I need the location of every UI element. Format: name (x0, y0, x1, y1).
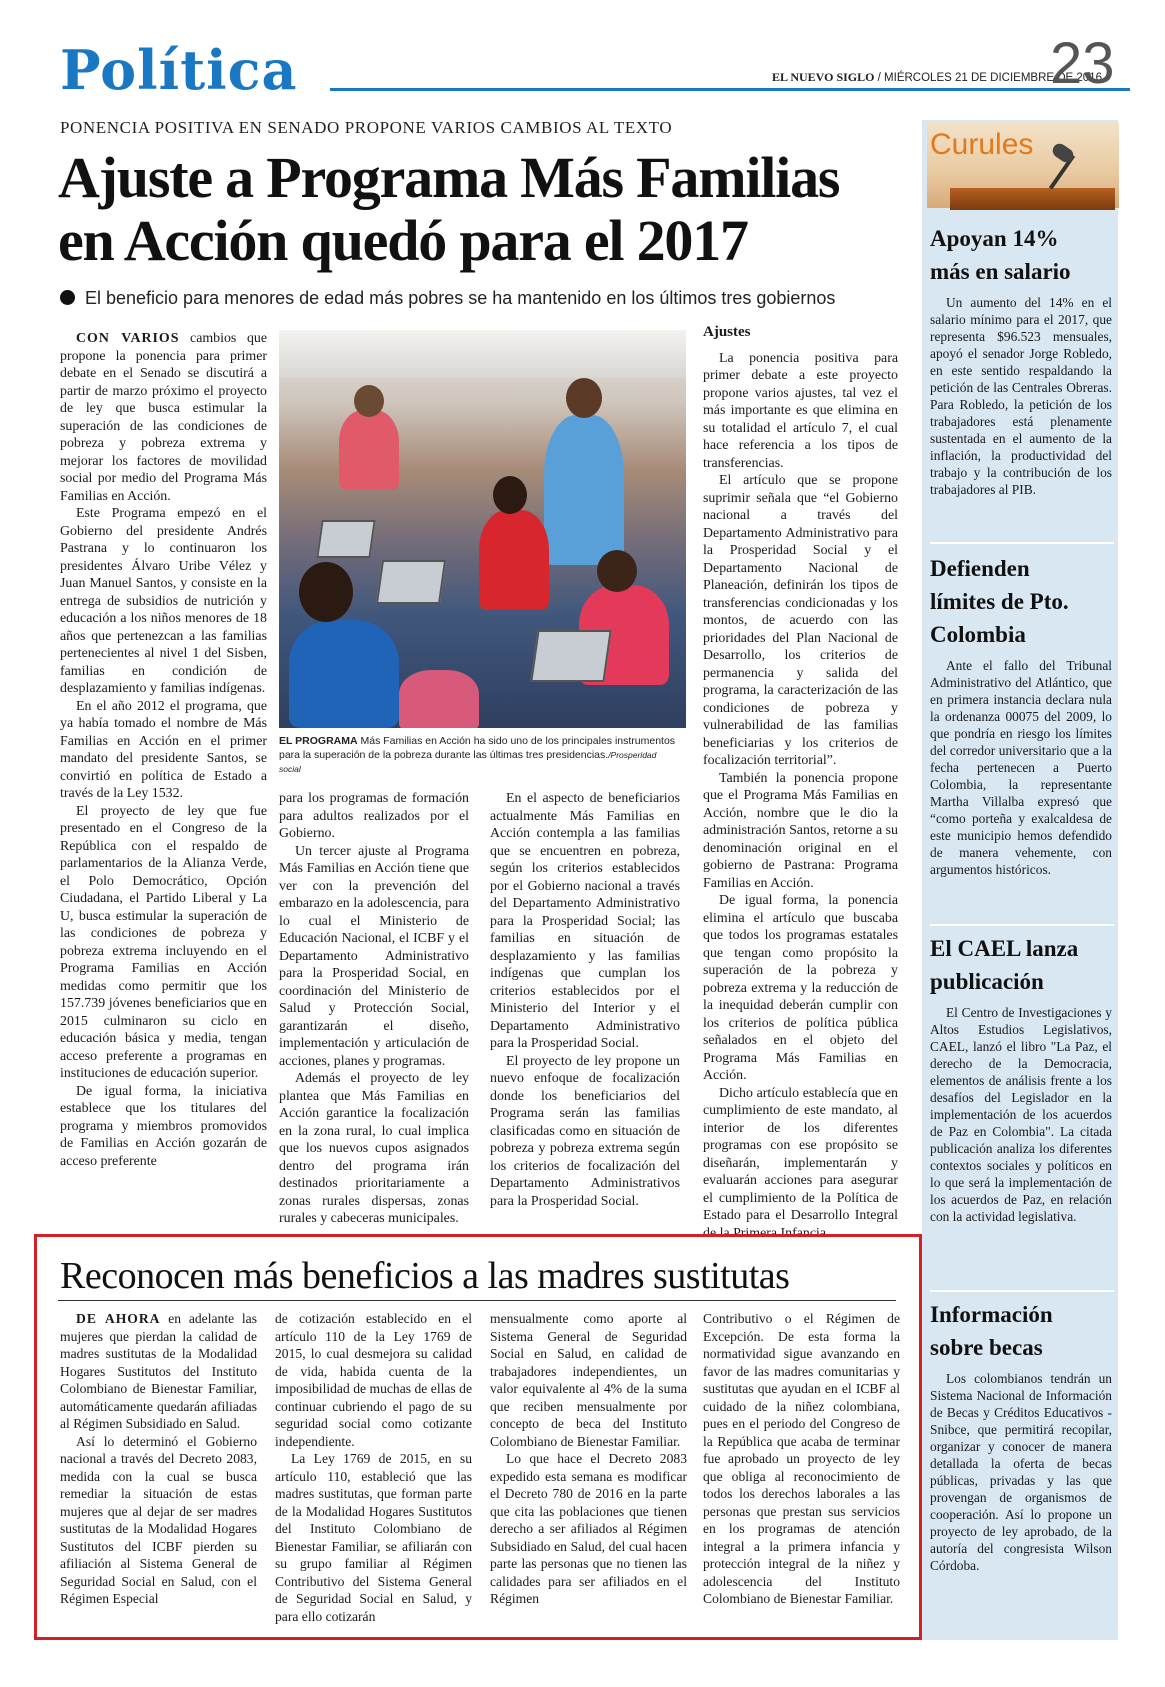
paragraph: Un tercer ajuste al Programa Más Familias en Acción tiene que ver con la prevención del embarazo en la adolescencia, para lo cual el Ministerio de Educación Nacional, el ICBF y el Departamento Administrativo para la Prosperidad Social, en coordinación del Ministerio de Salud y Protección Social, garantizarán el diseño, implementación y articulación de acciones, planes y programas. (279, 843, 469, 1069)
paragraph: La Ley 1769 de 2015, en su artículo 110, estableció que las madres sustitutas, que forman parte de la Modalidad Hogares Sustitutos del Instituto Colombiano de Bienestar Familiar, se afiliarán con su grupo familiar al Régimen Contributivo del Sistema General de Seguridad Social en Salud, y para ello cotizarán (275, 1451, 472, 1624)
caption-text: Más Familias en Acción ha sido uno de los principales instrumentos para la superación de la pobreza durante las últimas tres presidencias. (279, 735, 676, 761)
photo-credit: /Prosperidad social (279, 750, 657, 774)
paragraph: También la ponencia propone que el Programa Más Familias en Acción, nombre que le dio la administración Santos, retorne a su denominación original en el gobierno de Pastrana: Programa Familias en Acción. (703, 770, 898, 891)
boxed-column-2 (275, 1310, 472, 1625)
sidebar-divider (930, 924, 1114, 926)
photo-figure (354, 385, 384, 417)
sidebar-heading (930, 222, 1112, 288)
article-column-2 (279, 790, 469, 1228)
paragraph: La ponencia positiva para primer debate a este proyecto propone varios ajustes, tal vez el más importante es que elimina en su totalidad el artículo 7, el cual hace referencia a los tipos de transferencias. (703, 350, 898, 471)
boxed-rule (58, 1300, 896, 1301)
article-headline (58, 146, 918, 272)
sidebar-heading-line: Colombia (930, 622, 1026, 647)
sidebar-divider (930, 542, 1114, 544)
sidebar-heading (930, 932, 1112, 998)
paragraph: De igual forma, la ponencia elimina el artículo que buscaba que todos los programas estatales que tengan como propósito la superación de la pobreza y pobreza extrema y la reducción de la inequidad deberán cumplir con los criterios de política pública señalados en el objeto del Programa Más Familias en Acción. (703, 893, 898, 1083)
sidebar-item (930, 552, 1112, 878)
sidebar-item (930, 1298, 1112, 1574)
laptop-icon (316, 520, 375, 558)
paragraph: cambios que propone la ponencia para primer debate en el Senado se discutirá a partir de marzo próximo el proyecto de ley que busca estimular la superación de las condiciones de pobreza y pobreza extrema y mejorar los factores de movilidad social por medio del Programa Más Familias en Acción. (60, 331, 267, 504)
sidebar-body (930, 657, 1112, 878)
paragraph: Este Programa empezó en el Gobierno del presidente Andrés Pastrana y lo continuaron los presidentes Álvaro Uribe Vélez y Juan Manuel Santos, y consiste en la entrega de subsidios de nutrición y educación a los niños menores de 18 años que pertenezcan a las familias pertenecientes al nivel 1 del Sisben, familias en condición de desplazamiento y familias indígenas. (60, 506, 267, 696)
boxed-column-3 (490, 1310, 687, 1608)
bullet-icon (60, 290, 75, 305)
header-rule (330, 88, 1130, 91)
sidebar-heading-line: El CAEL lanza (930, 936, 1079, 961)
sidebar-heading-line: Defienden (930, 556, 1030, 581)
paragraph: El proyecto de ley propone un nuevo enfoque de focalización donde los beneficiarios del Programa serán las familias clasificadas como en situación de pobreza y pobreza extrema según los criterios de focalización del Departamento Administrativos para la Prosperidad Social. (490, 1053, 680, 1209)
sidebar-body (930, 294, 1112, 498)
paragraph: para los programas de formación para adultos realizados por el Gobierno. (279, 791, 469, 841)
sidebar-paragraph: Un aumento del 14% en el salario mínimo para el 2017, que representa $96.523 mensuales, apoyó el senador Jorge Robledo, en este sentido respaldando la petición de las Centrales Obreras. Para Robledo, la petición de los trabajadores está plenamente sustentada en el aumento de la inflación, la productividad del trabajo y la contribución de los trabajadores al PIB. (930, 295, 1112, 497)
paragraph: de cotización establecido en el artículo 110 de la Ley 1769 de 2015, lo cual desmejora su calidad de vida, habida cuenta de la imposibilidad de muchas de ellas de continuar cubriendo el pago de su seguridad social como cotizante independiente. (275, 1311, 472, 1449)
sidebar-heading-line: publicación (930, 969, 1044, 994)
laptop-icon (530, 630, 611, 682)
deck-text: El beneficio para menores de edad más pobres se ha mantenido en los últimos tres gobiernos (85, 288, 836, 308)
laptop-icon (376, 560, 446, 604)
photo-figure (597, 550, 637, 592)
paragraph: El artículo que se propone suprimir señala que “el Gobierno nacional a través del Departamento Administrativo para la Prosperidad Social y el Departamento Nacional de Planeación, definirán los tipos de transferencias condicionadas y los montos, de acuerdo con las prioridades del Plan Nacional de Desarrollo, los criterios de permanencia y salida del programa, la caracterización de las condiciones de pobreza y vulnerabilidad de las familias beneficiarias y los criterios de focalización territorial”. (703, 473, 898, 768)
headline-line-2: en Acción quedó para el 2017 (58, 208, 748, 273)
section-title: Política (60, 38, 298, 102)
sidebar-paragraph: Ante el fallo del Tribunal Administrativo del Atlántico, que en primera instancia declara nula la ordenanza 00075 del 2009, lo que pondría en riesgo los límites del corredor universitario que a la fecha pertenecen a Puerto Colombia, la representante Martha Villalba expresó que “como porteña y exalcaldesa de este municipio hemos defendido de manera vehemente, con argumentos históricos. (930, 658, 1112, 877)
photo-figure (544, 415, 624, 565)
sidebar-body (930, 1004, 1112, 1225)
sidebar-paragraph: El Centro de Investigaciones y Altos Estudios Legislativos, CAEL, lanzó el libro "La Paz, el derecho de la Democracia, elementos de análisis frente a los desafíos del Legislador en la implementación de los acuerdos de Paz en Colombia". La citada publicación analiza los diferentes contextos sociales y políticos en lo que será la implementación de los acuerdos de Paz, en relación con la actividad legislativa. (930, 1005, 1112, 1224)
photo-figure (566, 378, 602, 418)
photo-figure (399, 670, 479, 728)
issue-date: / MIÉRCOLES 21 DE DICIEMBRE DE 2016 (877, 72, 1102, 84)
paragraph: En el aspecto de beneficiarios actualmente Más Familias en Acción contempla a las familias que se encuentren en pobreza, según los criterios establecidos por el Gobierno nacional a través del Departamento Administrativo para la Prosperidad Social; las familias en situación de desplazamiento y las familias indígenas que cumplan los criterios establecidos por el Ministerio del Interior y el Departamento Administrativo para la Prosperidad Social. (490, 791, 680, 1051)
photo-caption (279, 734, 679, 776)
boxed-headline: Reconocen más beneficios a las madres sustitutas (60, 1255, 790, 1297)
paper-name: EL NUEVO SIGLO (772, 70, 875, 84)
paragraph: Dicho artículo establecía que en cumplimiento de este mandato, al interior de los diferentes programas con ese propósito se diseñarán, implementarán y evaluarán acciones para asegurar el cumplimiento de la Política de Estado para el Desarrollo Integral de la Primera Infancia. (703, 1085, 898, 1241)
paragraph: Lo que hace el Decreto 2083 expedido esta semana es modificar el Decreto 780 de 2016 en la parte que cita las poblaciones que tienen derecho a ser afiliados al Régimen Subsidiado en Salud, del cual hacen parte las personas que no tienen las calidades para ser afiliados en el Régimen (490, 1451, 687, 1606)
boxed-column-1 (60, 1310, 257, 1608)
sidebar-item (930, 222, 1112, 498)
article-column-3 (490, 790, 680, 1210)
article-deck (60, 288, 835, 309)
caption-label: EL PROGRAMA (279, 735, 358, 747)
paragraph: De igual forma, la iniciativa establece que los titulares del programa y miembros promovidos de Familias en Acción gozarán de acceso preferente (60, 1083, 267, 1169)
article-photo (279, 330, 686, 728)
article-column-4 (703, 324, 898, 1242)
sidebar-heading-line: límites de Pto. (930, 589, 1069, 614)
photo-tent (279, 330, 686, 378)
sidebar-body (930, 1370, 1112, 1574)
podium-icon (950, 188, 1115, 210)
paragraph: mensualmente como aporte al Sistema General de Seguridad Social en Salud, en calidad de trabajadores independientes, un valor equivalente al 4% de la suma que reciben mensualmente por concepto de beca del Instituto Colombiano de Bienestar Familiar. (490, 1311, 687, 1449)
page-number: 23 (1050, 31, 1115, 96)
paragraph: El proyecto de ley que fue presentado en el Congreso de la República con el respaldo de parlamentarios de la Alianza Verde, el Polo Democrático, Opción Ciudadana, el Partido Liberal y La U, busca estimular la superación de las condiciones de pobreza y pobreza extrema incluyendo en el Programa Familias en Acción medidas como permitir que los 157.739 jóvenes beneficiarios que en 2015 culminaron su ciclo en educación básica y media, tengan acceso preferente a programas en instituciones de educación superior. (60, 803, 267, 1081)
photo-figure (479, 510, 549, 610)
photo-figure (299, 562, 353, 622)
sidebar-heading-line: sobre becas (930, 1335, 1043, 1360)
sidebar-heading-line: más en salario (930, 259, 1071, 284)
paragraph: Además el proyecto de ley plantea que Más Familias en Acción garantice la focalización en la zona rural, lo cual implica que los nuevos cupos asignados dentro del programa irán destinados prioritariamente a zonas rurales dispersas, zonas rurales y cabeceras municipales. (279, 1071, 469, 1226)
paragraph: En el año 2012 el programa, que ya había tomado el nombre de Más Familias en Acción en el primer mandato del presidente Santos, se convirtió en política de Estado a través de la Ley 1532. (60, 698, 267, 801)
boxed-column-4 (703, 1310, 900, 1608)
photo-figure (289, 620, 399, 728)
subhead: Ajustes (703, 324, 751, 340)
sidebar-paragraph: Los colombianos tendrán un Sistema Nacional de Información de Becas y Créditos Educativos - Snibce, que permitirá recopilar, organizar y conocer de manera detallada la oferta de becas públicas, privadas y las que provengan de organismos de cooperación. Así lo propone un proyecto de ley aprobado, de la autoría del congresista Wilson Córdoba. (930, 1371, 1112, 1573)
paragraph: en adelante las mujeres que pierdan la calidad de madres sustitutas de la Modalidad Hogares Sustitutos del Instituto Colombiano de Bienestar Familiar, automáticamente quedarán afiliadas al Régimen Subsidiado en Salud. (60, 1311, 257, 1431)
photo-figure (493, 476, 527, 514)
lead-in: CON VARIOS (76, 331, 180, 346)
photo-figure (339, 410, 399, 490)
sidebar-item (930, 932, 1112, 1225)
sidebar-heading (930, 1298, 1112, 1364)
sidebar-divider (930, 1290, 1114, 1292)
article-column-1 (60, 330, 267, 1170)
sidebar-heading (930, 552, 1112, 651)
sidebar-title: Curules (930, 128, 1034, 161)
article-kicker: PONENCIA POSITIVA EN SENADO PROPONE VARIOS CAMBIOS AL TEXTO (60, 118, 673, 137)
sidebar-heading-line: Apoyan 14% (930, 226, 1059, 251)
paragraph: Así lo determinó el Gobierno nacional a través del Decreto 2083, medida con la cual se busca remediar la situación de estas mujeres que al dejar de ser madres sustitutas de la Modalidad Hogares Sustitutos del ICBF pierden su afiliación al Sistema General de Seguridad Social en Salud, con el Régimen Especial (60, 1433, 257, 1606)
headline-line-1: Ajuste a Programa Más Familias (58, 145, 840, 210)
paragraph: Contributivo o el Régimen de Excepción. De esta forma la normatividad sigue avanzando en favor de las madres comunitarias y sustitutas que ayudan en el ICBF al cuidado de la niñez colombiana, pues en el periodo del Congreso de la República que acaba de terminar fue aprobado un proyecto de ley que obliga al reconocimiento de todos los derechos laborales a las personas que prestan sus servicios en los programas de atención integral a la primera infancia y protección integral de la niñez y adolescencia del Instituto Colombiano de Bienestar Familiar. (703, 1311, 900, 1606)
lead-in: DE AHORA (76, 1311, 161, 1326)
sidebar-heading-line: Información (930, 1302, 1053, 1327)
